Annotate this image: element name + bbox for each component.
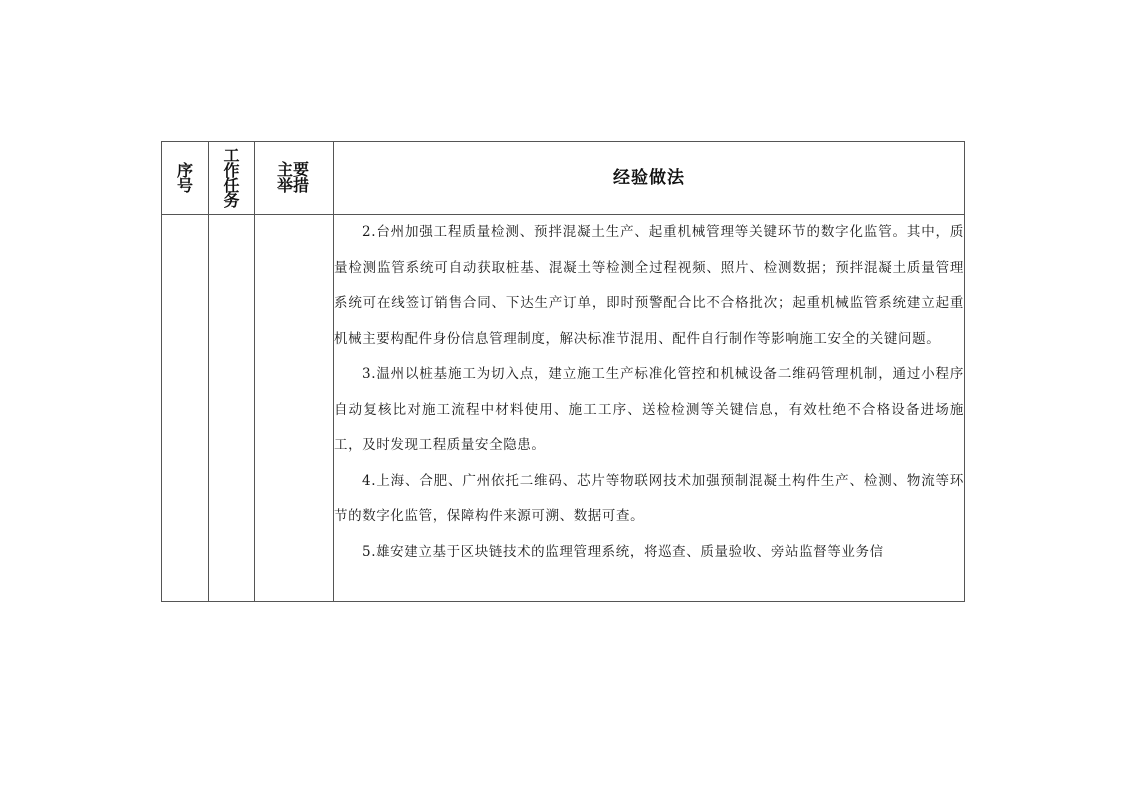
table-row xyxy=(162,215,965,602)
cell-experience xyxy=(334,215,965,602)
cell-seq xyxy=(162,215,209,602)
header-measure-label: 主要举措 xyxy=(277,160,310,195)
header-task xyxy=(209,142,255,215)
experience-paragraph-4: 4.上海、合肥、广州依托二维码、芯片等物联网技术加强预制混凝土构件生产、检测、物流等环节的数字化监管，保障构件来源可溯、数据可查。 xyxy=(334,472,964,524)
header-seq xyxy=(162,142,209,215)
experience-paragraph-5: 5.雄安建立基于区块链技术的监理管理系统，将巡查、质量验收、旁站监督等业务信 xyxy=(362,543,884,560)
cell-task xyxy=(209,215,255,602)
table-header-row xyxy=(162,142,965,215)
experience-table xyxy=(161,141,965,602)
header-experience-label: 经验做法 xyxy=(613,167,685,188)
header-experience xyxy=(334,142,965,215)
experience-paragraph-2: 2.台州加强工程质量检测、预拌混凝土生产、起重机械管理等关键环节的数字化监管。其中，质量检测监管系统可自动获取桩基、混凝土等检测全过程视频、照片、检测数据；预拌混凝土质量管理系统可在线签订销售合同、下达生产订单，即时预警配合比不合格批次；起重机械监管系统建立起重机械主要构配件身份信息管理制度，解决标准节混用、配件自行制作等影响施工安全的关键问题。 xyxy=(334,224,964,347)
experience-paragraph-3: 3.温州以桩基施工为切入点，建立施工生产标准化管控和机械设备二维码管理机制，通过小程序自动复核比对施工流程中材料使用、施工工序、送检检测等关键信息，有效杜绝不合格设备进场施工，及时发现工程质量安全隐患。 xyxy=(334,366,964,453)
header-seq-label: 序号 xyxy=(177,161,194,195)
header-measure xyxy=(255,142,334,215)
cell-measure xyxy=(255,215,334,602)
header-task-label: 工作任务 xyxy=(223,146,240,210)
